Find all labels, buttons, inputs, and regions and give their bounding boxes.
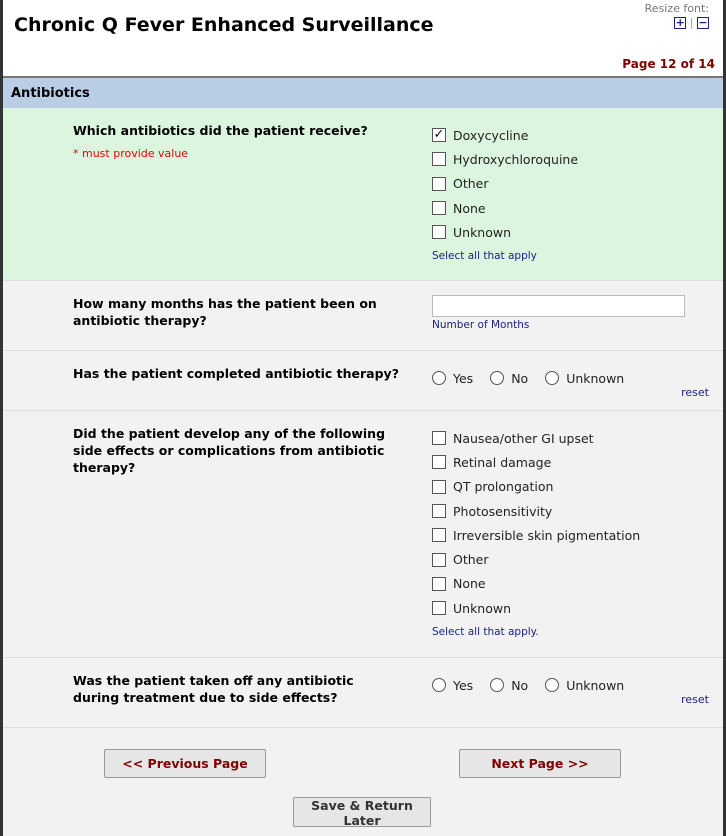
question-label: Has the patient completed antibiotic therapy?	[73, 366, 399, 381]
separator: |	[689, 16, 694, 29]
checkbox[interactable]	[432, 528, 446, 542]
required-note: * must provide value	[73, 147, 189, 160]
option-label: No	[511, 370, 529, 386]
save-return-later-button[interactable]: Save & Return Later	[293, 797, 431, 827]
option-other[interactable]	[432, 547, 640, 571]
question-side-effects	[3, 411, 723, 658]
decrease-font-icon[interactable]: −	[698, 16, 708, 29]
option-label: Hydroxychloroquine	[453, 151, 579, 167]
page-indicator: Page 12 of 14	[622, 57, 715, 71]
previous-page-button[interactable]: << Previous Page	[104, 749, 266, 778]
option-label: Yes	[453, 370, 474, 386]
option-label: Other	[453, 552, 489, 568]
option-label: Unknown	[453, 224, 512, 240]
checkbox[interactable]	[432, 504, 446, 518]
radio-button[interactable]	[490, 678, 504, 692]
question-label: How many months has the patient been on antibiotic therapy?	[73, 296, 377, 328]
question-label: Which antibiotics did the patient receive?	[73, 123, 368, 138]
question-antibiotics	[3, 108, 723, 281]
question-months	[3, 281, 723, 351]
months-input[interactable]	[432, 295, 685, 317]
header	[3, 0, 723, 78]
checkbox[interactable]	[432, 201, 446, 215]
checkbox[interactable]	[432, 480, 446, 494]
option-irreversible-skin-pigmentation[interactable]	[432, 523, 640, 547]
option-retinal-damage[interactable]	[432, 450, 640, 474]
checkbox[interactable]	[432, 152, 446, 166]
option-label: None	[453, 576, 486, 592]
option-label: Unknown	[566, 677, 625, 693]
checkbox[interactable]	[432, 553, 446, 567]
radio-button[interactable]	[432, 678, 446, 692]
resize-font	[645, 2, 709, 29]
checkbox[interactable]	[432, 601, 446, 615]
option-nausea-other-gi-upset[interactable]	[432, 426, 640, 450]
option-unknown[interactable]	[432, 220, 578, 244]
option-none[interactable]	[432, 196, 578, 220]
option-hydroxychloroquine[interactable]	[432, 147, 578, 171]
option-yes[interactable]	[432, 366, 473, 390]
option-label: Unknown	[453, 600, 512, 616]
option-label: Retinal damage	[453, 454, 552, 470]
reset-link[interactable]: reset	[681, 386, 709, 399]
option-other[interactable]	[432, 172, 578, 196]
option-no[interactable]	[490, 366, 528, 390]
section-header: Antibiotics	[3, 78, 723, 108]
radio-button[interactable]	[545, 678, 559, 692]
hint: Select all that apply	[432, 250, 537, 263]
hint: Select all that apply.	[432, 626, 539, 639]
option-label: Unknown	[566, 370, 625, 386]
checkbox[interactable]	[432, 431, 446, 445]
checkbox[interactable]	[432, 177, 446, 191]
option-label: Nausea/other GI upset	[453, 430, 594, 446]
option-label: No	[511, 677, 529, 693]
resize-font-label: Resize font:	[644, 2, 709, 15]
question-taken-off	[3, 658, 723, 728]
option-label: QT prolongation	[453, 479, 554, 495]
radio-button[interactable]	[432, 371, 446, 385]
checkbox[interactable]	[432, 455, 446, 469]
page-title: Chronic Q Fever Enhanced Surveillance	[14, 14, 434, 36]
option-unknown[interactable]	[432, 596, 640, 620]
checkbox[interactable]	[432, 577, 446, 591]
hint: Number of Months	[432, 319, 530, 331]
option-label: Yes	[453, 677, 474, 693]
option-yes[interactable]	[432, 673, 473, 697]
question-label: Was the patient taken off any antibiotic during treatment due to side effects?	[73, 673, 354, 705]
reset-link[interactable]: reset	[681, 693, 709, 706]
option-doxycycline[interactable]	[432, 123, 578, 147]
option-none[interactable]	[432, 572, 640, 596]
option-qt-prolongation[interactable]	[432, 475, 640, 499]
increase-font-icon[interactable]: +	[675, 16, 685, 29]
question-completed	[3, 351, 723, 411]
checkbox[interactable]: ✓	[433, 127, 445, 143]
option-label: Other	[453, 176, 489, 192]
option-photosensitivity[interactable]	[432, 499, 640, 523]
option-unknown[interactable]	[545, 366, 624, 390]
option-label: None	[453, 200, 486, 216]
option-label: Photosensitivity	[453, 503, 553, 519]
radio-button[interactable]	[490, 371, 504, 385]
option-label: Irreversible skin pigmentation	[453, 527, 641, 543]
option-label: Doxycycline	[453, 127, 529, 143]
survey-page	[3, 0, 723, 836]
checkbox[interactable]	[432, 225, 446, 239]
option-no[interactable]	[490, 673, 528, 697]
next-page-button[interactable]: Next Page >>	[459, 749, 621, 778]
question-label: Did the patient develop any of the following side effects or complications from antibiotic therapy?	[73, 426, 386, 475]
radio-button[interactable]	[545, 371, 559, 385]
option-unknown[interactable]	[545, 673, 624, 697]
